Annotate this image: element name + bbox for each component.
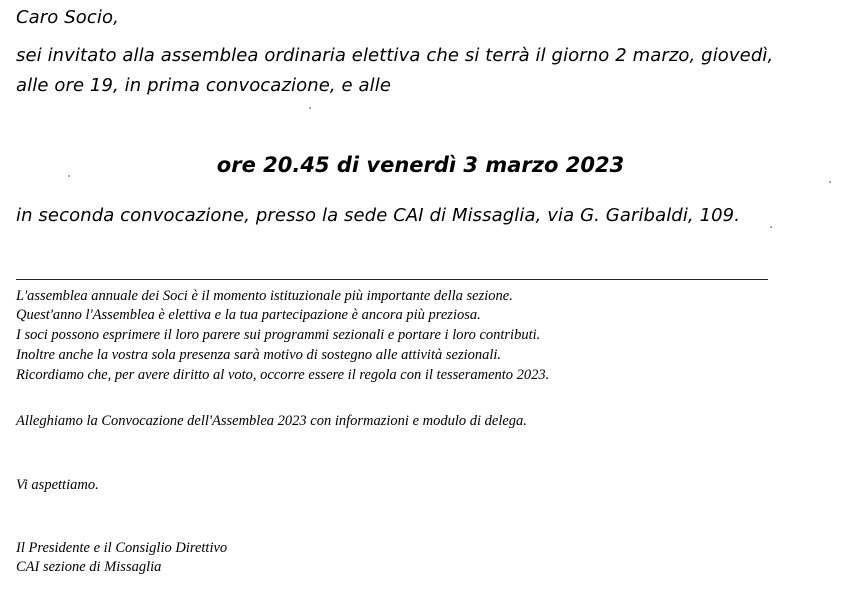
invitation-line-1: sei invitato alla assemblea ordinaria elettiva che si terrà il giorno 2 marzo, giovedì, [16,45,774,66]
signature-line-2: CAI sezione di Missaglia [16,559,162,575]
meeting-date-highlight [0,150,841,180]
body-paragraph-line: Quest'anno l'Assemblea è elettiva e la tua partecipazione è ancora più preziosa. [16,307,481,323]
scan-speck [770,226,772,228]
invitation-line-2: alle ore 19, in prima convocazione, e alle [16,75,392,96]
body-paragraph-line: L'assemblea annuale dei Soci è il momento istituzionale più importante della sezione. [16,288,513,304]
body-paragraph-line: I soci possono esprimere il loro parere sui programmi sezionali e portare i loro contributi. [16,327,541,343]
body-paragraph-line: Inoltre anche la vostra sola presenza sarà motivo di sostegno alle attività sezionali. [16,347,502,363]
scan-speck [829,181,831,183]
attachment-note: Alleghiamo la Convocazione dell'Assemblea 2023 con informazioni e modulo di delega. [16,413,527,429]
greeting: Caro Socio, [16,7,119,28]
scan-speck [309,107,311,109]
horizontal-rule [16,279,768,280]
meeting-date-text: ore 20.45 di venerdì 3 marzo 2023 [216,153,625,177]
body-paragraph-line: Ricordiamo che, per avere diritto al voto, occorre essere il regola con il tesseramento 2023. [16,367,550,383]
closing-line: Vi aspettiamo. [16,477,99,493]
scan-speck [68,175,70,177]
invitation-line-3: in seconda convocazione, presso la sede CAI di Missaglia, via G. Garibaldi, 109. [16,205,741,226]
signature-line-1: Il Presidente e il Consiglio Direttivo [16,540,228,556]
